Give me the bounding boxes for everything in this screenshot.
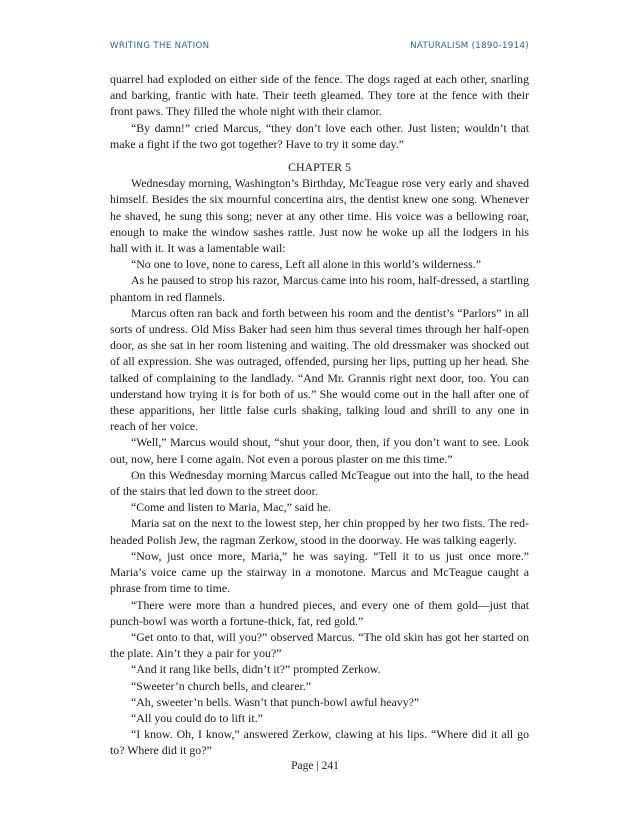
header-book-title: WRITING THE NATION — [110, 41, 210, 51]
paragraph: “Ah, sweeter’n bells. Wasn’t that punch-bowl awful heavy?” — [131, 694, 420, 709]
paragraph: “By damn!” cried Marcus, “they don’t love each other. Just listen; wouldn’t that make a fight if the two got together? Have to try it some day.” — [110, 120, 529, 151]
paragraph: “Sweeter’n church bells, and clearer.” — [131, 678, 311, 693]
paragraph: Wednesday morning, Washington’s Birthday, McTeague rose very early and shaved himself. Besides the six mournful concertina airs, the dentist knew one song. Whenever he shaved, he sung this song; never at any other time. His voice was a bellowing roar, enough to make the window sashes rattle. Just now he woke up all the lodgers in his hall with it. It was a lamentable wail: — [110, 176, 529, 256]
paragraph: “Well,” Marcus would shout, “shut your door, then, if you don’t want to see. Look out, now, here I come again. Not even a porous plaster on me this time.” — [110, 435, 529, 466]
header-section-title: NATURALISM (1890-1914) — [410, 41, 529, 51]
paragraph: “Now, just once more, Maria,” he was saying. “Tell it to us just once more.” Maria’s voice came up the stairway in a monotone. Marcus and McTeague caught a phrase from time to time. — [110, 548, 529, 596]
paragraph: “And it rang like bells, didn’t it?” prompted Zerkow. — [131, 662, 381, 677]
paragraph: Maria sat on the next to the lowest step, her chin propped by her two fists. The red-headed Polish Jew, the ragman Zerkow, stood in the doorway. He was talking eagerly. — [110, 516, 529, 547]
paragraph: “There were more than a hundred pieces, and every one of them gold—just that punch-bowl was worth a fortune-thick, fat, red gold.” — [110, 597, 529, 628]
paragraph: As he paused to strop his razor, Marcus came into his room, half-dressed, a startling phantom in red flannels. — [110, 273, 529, 304]
paragraph: “I know. Oh, I know,” answered Zerkow, clawing at his lips. “Where did it all go to? Where did it go?” — [110, 727, 529, 758]
paragraph-continued: quarrel had exploded on either side of the fence. The dogs raged at each other, snarling and barking, frantic with hate. Their teeth gleamed. They tore at the fence with their front paws. They filled the whole night with their clamor. — [110, 72, 529, 119]
paragraph: “All you could do to lift it.” — [131, 710, 263, 725]
running-header — [110, 41, 529, 55]
body-text — [110, 71, 529, 759]
paragraph: Marcus often ran back and forth between his room and the dentist’s “Parlors” in all sorts of undress. Old Miss Baker had seen him thus several times through her half-open door, as she sat in her room listening and waiting. The old dressmaker was shocked out of all expression. She was outraged, offended, pursing her lips, putting up her head. She talked of complaining to the landlady. “And Mr. Grannis right next door, too. You can understand how trying it is for both of us.” She would come out in the hall after one of these apparitions, her little false curls shaking, talking loud and shrill to any one in reach of her voice. — [110, 305, 529, 434]
paragraph: On this Wednesday morning Marcus called McTeague out into the hall, to the head of the stairs that led down to the street door. — [110, 467, 529, 499]
paragraph: “Come and listen to Maria, Mac,” said he. — [131, 500, 331, 515]
paragraph: “Get onto to that, will you?” observed Marcus. “The old skin has got her started on the plate. Ain’t they a pair for you?” — [110, 629, 529, 661]
page-number-footer: Page | 241 — [291, 760, 339, 772]
paragraph: “No one to love, none to caress, Left all alone in this world’s wilderness.” — [131, 257, 481, 272]
chapter-heading: CHAPTER 5 — [288, 160, 351, 175]
